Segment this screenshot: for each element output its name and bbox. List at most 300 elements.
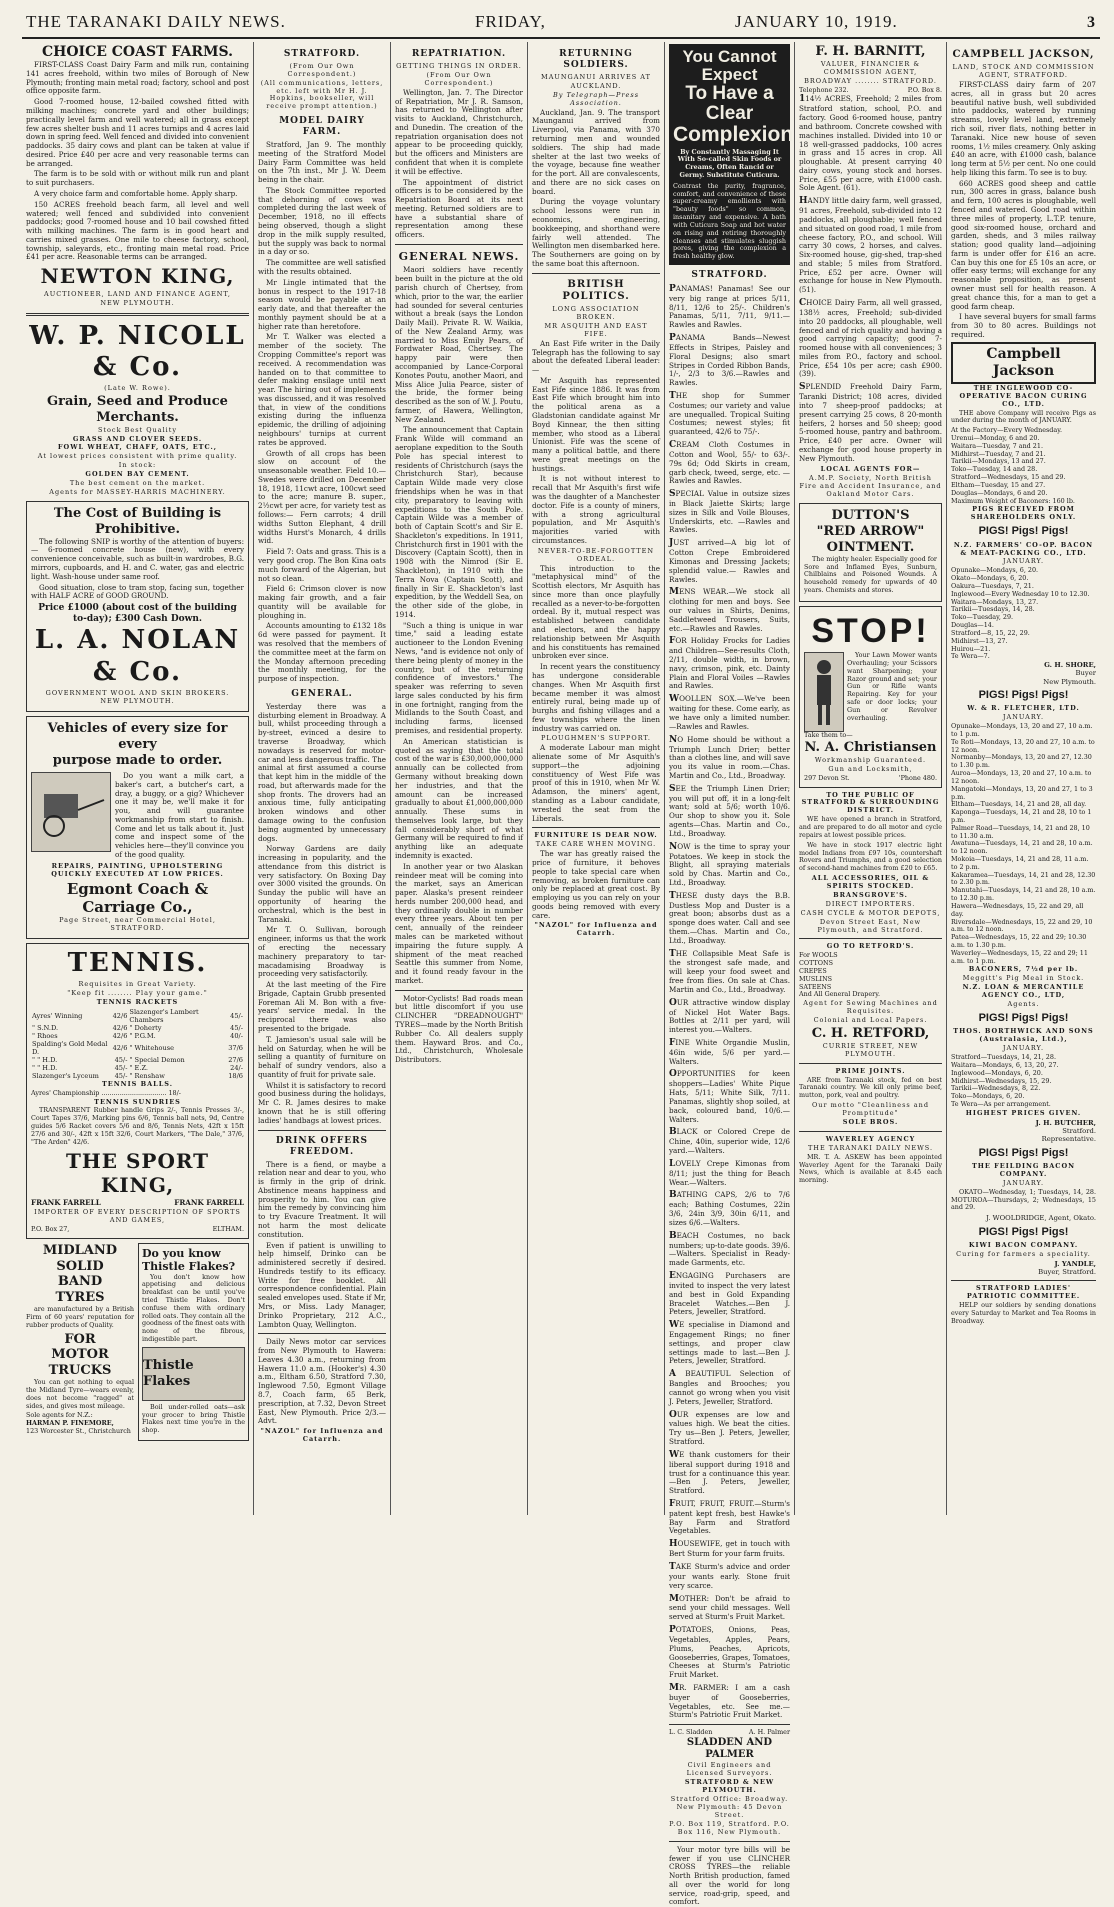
jan-3: JANUARY. — [1002, 1044, 1045, 1053]
egmont-addr: Page Street, near Commercial Hotel, STRATFORD. — [59, 916, 216, 933]
table-cell: " " H.D. — [32, 1055, 58, 1064]
inglewood-list — [951, 427, 1096, 497]
devon-st: 297 Devon St. — [804, 773, 850, 782]
thistle-brand: Thistle Flakes — [143, 1358, 194, 1389]
tennis-title: TENNIS. — [67, 948, 208, 979]
general-news: GENERAL NEWS. — [398, 250, 520, 264]
jan-4: JANUARY. — [1002, 1178, 1045, 1187]
nicoll-best: The best cement on the market. — [69, 479, 206, 488]
general-title: GENERAL. — [291, 688, 353, 699]
n-p2: In recent years the constituency has undergone considerable changes. When Mr Asquith first became member it was almost entirely rural, being made up of burghs and fishing villages and a few townships where the linen industry was carried on. — [532, 662, 660, 733]
classified-item: BLACK or Colored Crepe de Chine, 40in, superior wide, 12/6 yard.—Walters. — [669, 1127, 790, 1156]
schedule-item: Opunake—Mondays, 6, 20. — [951, 566, 1039, 575]
g-p2: Norway Gardens are daily increasing in popularity, and the attendance from this district is very satisfactory. On Boxing Day over 3000 visited the grounds. On Sunday the public will have an opportunity of hearing the orchestral, which is the best in Taranaki. — [258, 844, 386, 924]
s-p6: Growth of all crops has been slow on account of the unseasonable weather. Field 10.—Swedes were drilled on December 18, 1918, 11cwt acre, 100cwt seed to the acre; manure B. super., 2½cwt per acre, for variety test as follows:— Fern carrots; 4 drill widths Sutton Elephant, 4 drill widths Hurst's Monarch, 4 drills wid. — [258, 448, 386, 546]
s-p8: Field 6: Crimson clover is now making fair growth, and a fair quantity will be available for ploughing in. — [258, 584, 386, 620]
nolan-sub: GOVERNMENT WOOL AND SKIN BROKERS. — [45, 688, 230, 697]
drink-title: DRINK OFFERS FREEDOM. — [275, 1135, 369, 1157]
schedule-item: Toko—Tuesday, 29. — [951, 613, 1014, 622]
yandle: J. YANDLE, — [1054, 1259, 1096, 1268]
colonial: Colonial and Local Papers. — [813, 1016, 928, 1025]
table-cell: 45/- — [114, 1071, 128, 1080]
g-p4: At the last meeting of the Fire Brigade, Captain Grubb presented Foreman Ali M. Bon with a five-years' service medal. In the reciprocal there was also presented to the brigade. — [258, 980, 386, 1033]
thistle-box-illustration — [142, 1347, 245, 1401]
choice-p5: 150 ACRES freehold beach farm, all level and well watered; well fenced and subdivided into convenient paddocks; good 7-roomed house and 10 bail cowshed fitted with milking machines. The farm is in good heart and carries mixed grasses. One mile to cheese factory, school, township, saleyards, etc., fronting main metal road. Price £41 per acre. Reasonable terms can be arranged. — [26, 199, 249, 262]
table-cell: " P.G.M. — [129, 1031, 156, 1040]
model-farm: MODEL DAIRY FARM. — [279, 116, 365, 138]
tennis-balls: TENNIS BALLS. — [101, 1079, 174, 1088]
butcher-rep: Representative. — [1041, 1135, 1096, 1144]
table-row — [31, 1040, 244, 1056]
nz-list — [951, 567, 1096, 661]
stop-text: Your Lawn Mower wants Overhauling; your Scissors want Sharpening; your Razor ground and set; your Gun or Rifle wants Repairing. Key for your safe or door locks; your Gun or Revolver overhauling. — [847, 651, 937, 722]
nolan-town: NEW PLYMOUTH. — [100, 697, 175, 706]
barnitt-box: P.O. Box 8. — [907, 85, 942, 94]
butcher: J. H. BUTCHER, — [1035, 1118, 1096, 1127]
workmanship: Workmanship Guaranteed. — [814, 755, 927, 764]
cj-banner: Campbell Jackson — [951, 342, 1096, 384]
g-p1: Yesterday there was a disturbing element in Broadway. A bull, whilst proceeding through a by-street, evinced a desire to traverse Broadway, which nowadays is reserved for motor-car and less dangerous traffic. The animal at first assumed a course that kept him in the middle of the road, but afterwards made for the shop fronts. The drovers had an anxious time, fully anticipating broken windows and other damage owing to the confusion being augmented by unnecessary dogs. — [258, 701, 386, 843]
veh-title2: purpose made to order. — [52, 753, 223, 769]
campbell-title: CAMPBELL JACKSON, — [952, 49, 1095, 60]
retford-item: CREPES — [799, 967, 827, 976]
classified-item: FOR Holiday Frocks for Ladies and Children—See-results Cloth, 2/11, double width, in brown, navy, crimson, pink, etc. Dainty Plain and Floral Voiles —Rawles and Rawles. — [669, 636, 790, 691]
farrell-box: P.O. Box 27, — [31, 1224, 70, 1233]
motor-service: Daily News motor car services from New Plymouth to Hawera: Leaves 4.30 a.m., returning from Hawera 11.0 a.m. (Hooker's) 4.30 a.m., Eltham 6.50, Stratford 7.30, Inglewood 7.50, Egmont Village 8.7, Coach farm, 65 Berk, prescription, at 7.32, Devon Street East, New Plymouth. Price 2/3.—Advt. — [258, 1337, 386, 1426]
retford-item: For WOOLS — [799, 951, 838, 960]
duttons: DUTTON'S — [831, 508, 910, 524]
fletcher-list — [951, 723, 1096, 965]
agents: Agents. — [1007, 1000, 1040, 1009]
nicoll-fowl: FOWL WHEAT, CHAFF, OATS, ETC., — [57, 443, 218, 452]
man-icon — [809, 657, 839, 727]
column-2 — [254, 42, 391, 1515]
solid: SOLID — [56, 1258, 104, 1274]
table-cell: 45/- — [114, 1055, 128, 1064]
sewing: Agent for Sewing Machines and Requisites. — [803, 999, 938, 1016]
farm-listing: HANDY little dairy farm, well grassed, 91 acres, Freehold, sub-divided into 12 paddocks, all ploughable; well fenced and situated on good road, 1 mile from cheese factory, P.O., and school. Will carry 30 cows, 2 horses, and calves. Six-roomed house, gig-shed, trap-shed and stable; 5 miles from Stratford. Price, £52 per acre. Owner will exchange for house in New Plymouth. (51). — [799, 196, 942, 295]
schedule-item: Manutahi—Tuesdays, 14, 21 and 28, 10 a.m. to 12.30 p.m. — [951, 886, 1096, 903]
farrell-imp: IMPORTER OF EVERY DESCRIPTION OF SPORTS AND GAMES, — [34, 1208, 241, 1224]
public-text: WE have opened a branch in Stratford, and are prepared to do all motor and cycle repairs at lowest possible prices. — [799, 815, 942, 839]
ointment: OINTMENT. — [826, 539, 915, 555]
column-6 — [795, 42, 947, 1515]
g-p5: T. Jamieson's usual sale will be held on Saturday, when he will be selling a quantity of furniture on behalf of sundry vendors, also a quantity of fruit for private sale. — [258, 1034, 386, 1079]
table-cell: " E.Z. — [129, 1063, 149, 1072]
farm-listing: CHOICE Dairy Farm, all well grassed, 138½ acres, Freehold; sub-divided into 20 paddocks, all ploughable, well fenced and of rich quality and having a good carrying capacity; good 7-roomed house with all conveniences; 3 miles from P.O., factory and school. Price, £54 10s per acre; cash £900. (39). — [799, 298, 942, 379]
inglewood-title: THE INGLEWOOD CO-OPERATIVE BACON CURING CO., LTD. — [959, 383, 1088, 408]
meggitt: Meggitt's Pig Meal in Stock. — [962, 974, 1085, 983]
barnitt-list — [799, 94, 942, 463]
schedule-item: At the Factory—Every Wednesday. — [951, 426, 1063, 435]
plough-head: PLOUGHMEN'S SUPPORT. — [541, 734, 651, 743]
pigs-1: PIGS! Pigs! Pigs! — [978, 525, 1069, 538]
retford-addr: CURRIE STREET, NEW PLYMOUTH. — [822, 1041, 919, 1058]
nicoll-title: W. P. NICOLL & Co. — [29, 320, 246, 383]
sladden-office: Stratford Office: Broadway. New Plymouth: 45 Devon Street. — [670, 1795, 789, 1819]
classified-item: WE specialise in Diamond and Engagement Rings; no finer settings, and proper claw settings made to last.—Ben J. Peters, Jeweller, Stratford. — [669, 1320, 790, 1366]
tyres: TYRES — [55, 1290, 105, 1306]
table-cell: 45/- — [230, 1023, 243, 1032]
pl-p2: The war has greatly raised the price of furniture, it behoves people to take special care when removing, as broken furniture can only be replaced at great cost. By employing us you can rely on your goods being removed with every care. — [532, 849, 660, 920]
classified-item: MR. FARMER: I am a cash buyer of Gooseberries, Vegetables, etc. See me.—Sturm's Patriotic Fruit Market. — [669, 1682, 790, 1720]
cart-icon — [34, 782, 108, 842]
british-politics: BRITISH POLITICS. — [562, 278, 630, 302]
newspaper-page — [22, 10, 1100, 1907]
accessories: ALL ACCESSORIES, OIL & SPIRITS STOCKED. — [811, 874, 930, 890]
g-p6: Whilst it is satisfactory to record good business during the holidays, Mr C. R. James desires to make known that he is still offering ladies' handbags at lowest prices. — [258, 1080, 386, 1125]
classified-item: MOTHER: Don't be afraid to send your child messages. Well served at Sturm's Fruit Market. — [669, 1593, 790, 1622]
red-arrow: "RED ARROW" — [816, 523, 925, 539]
harman-addr: 123 Worcester St., Christchurch — [26, 1427, 131, 1436]
table-cell: " S.N.D. — [32, 1023, 59, 1032]
stratford-note: (All communications, letters, etc. left with Mr H. J. Hopkins, bookseller, will receive prompt attention.) — [260, 78, 384, 111]
kiwi-sub: Curing for farmers a speciality. — [956, 1249, 1091, 1258]
schedule-item: Stratford—Tuesdays, 14, 21, 28. — [951, 1053, 1056, 1062]
choice-p2: Good 7-roomed house, 12-bailed cowshed fitted with milking machines; concrete yard and other buildings; practically level farm and well watered; all in grass except few acres shelter bush and 11 acres turnips and 4 acres laid down in spring feed. Well fenced and divided into convenient paddocks. 35 dairy cows and plant can be taken at value if desired. Price £40 per acre and very reasonable terms can be arranged. — [26, 97, 249, 168]
table-row — [31, 1008, 244, 1024]
cuticura-l3: Complexion — [673, 122, 794, 146]
sundries-text: TRANSPARENT Rubber handle Grips 2/-, Tennis Presses 3/-, Court Tapes 37/6, Marking pins 6/6, Tennis ball nets, 9d, Centre guides 5/6 Racket covers 5/6 and 8/6, Tennis Nets, 42ft x 15ft 27/6 and 30/-, 42ft x 15ft 32/6, Court Markers, "The Dale," 37/6, "The Arden" 42/6. — [31, 1106, 244, 1146]
shore: G. H. SHORE, — [1044, 661, 1096, 670]
cj-p1: FIRST-CLASS dairy farm of 207 acres, all in grass but 20 acres beautiful native bush, well subdivided into paddocks, watered by running streams, lovely level land, extremely rich soil, river flats, nothing better in Taranaki. Nice new house of seven rooms, 1½ miles creamery. Only asking £40 an acre, with £1000 cash, balance long term at 5½ per cent. No one could help liking this farm. To see is to buy. — [951, 80, 1096, 177]
n-p1: This introduction to the "metaphysical mind" of the Scottish electors, Mr Asquith has since more than once playfully recalled as a never-to-be-forgotten ordeal. By it, mutual respect was established between candidate and electors, and the happy relationship between Mr Asquith and his constituents has remained unbroken ever since. — [532, 563, 660, 661]
table-cell: " " H.D. — [32, 1063, 58, 1072]
classified-item: NO Home should be without a Triumph Lunch Drier; better than a clothes line, and will save you its value in room.—Chas. Martin and Co., Ltd., Broadway. — [669, 734, 790, 780]
midland-text: are manufactured by a British Firm of 60 years' reputation for rubber products of Quality. — [26, 1305, 134, 1329]
table-cell: Slazenger's Lambert Chambers — [129, 1007, 199, 1024]
table-cell: 27/6 — [228, 1055, 243, 1064]
jan-2: JANUARY. — [1002, 713, 1045, 722]
cuticura-l2: To Have a Clear — [685, 82, 774, 124]
cuticura-ad — [669, 44, 794, 265]
farrell-right: FRANK FARRELL — [174, 1198, 244, 1208]
kiwi: KIWI BACON COMPANY. — [968, 1240, 1079, 1249]
cash-cycle: CASH CYCLE & MOTOR DEPOTS, — [800, 908, 941, 917]
schedule-item: Te Wera—As per arrangement. — [951, 1100, 1051, 1109]
fletcher: W. & R. FLETCHER, LTD. — [967, 704, 1080, 713]
g-p3: Mr T. O. Sullivan, borough engineer, informs us that the work of erecting the necessary machinery preparatory to tar-macadamising Broadway is proceeding very satisfactorily. — [258, 925, 386, 979]
schedule-item: Awatuna—Tuesdays, 14, 21 and 28, 10 a.m. to 12 noon. — [951, 839, 1093, 856]
schedule-item: Kakaramea—Tuesdays, 14, 21 and 28, 12.30 to 2.30 p.m. — [951, 870, 1096, 887]
schedule-item: Opunake—Mondays, 13, 20 and 27, 10 a.m. to 1 p.m. — [951, 722, 1093, 739]
cart-illustration — [31, 772, 111, 852]
table-row — [31, 1072, 244, 1080]
schedule-item: Stratford—8, 15, 22, 29. — [951, 628, 1030, 637]
cost-p2: Good situation, close to tram stop, facing sun, together with HALF ACRE of GOOD GROUND. — [31, 582, 244, 601]
sladden-sub: Civil Engineers and Licensed Surveyors. — [686, 1761, 773, 1778]
ret-sub1: MAUNGANUI ARRIVES AT — [541, 72, 651, 81]
ayres-champ: Ayres' Championship ................................ 18/- — [31, 1088, 181, 1097]
nicoll-late: (Late W. Rowe). — [104, 383, 171, 392]
retford-item: MUSLINS — [799, 974, 833, 983]
nolan-title: L. A. NOLAN & Co. — [34, 625, 241, 687]
wooldridge: J. WOOLDRIDGE, Agent, Okato. — [986, 1214, 1096, 1223]
schedule-item: Oakura—Tuesdays, 7, 21. — [951, 582, 1034, 590]
schedule-item: Riversdale—Wednesdays, 15, 22 and 29, 10 a.m. to 12 noon. — [951, 917, 1093, 934]
patriotic-text: HELP our soldiers by sending donations every Saturday to Market and Tea Rooms in Broadway. — [951, 1301, 1096, 1325]
man-illustration — [804, 652, 844, 732]
cost-title: The Cost of Building is Prohibitive. — [53, 505, 222, 537]
nz-farmers: N.Z. FARMERS' CO-OP. BACON & MEAT-PACKING CO., LTD. — [953, 540, 1094, 557]
schedule-item: Inglewood—Every Wednesday 10 to 12.30. — [951, 589, 1090, 598]
schedule-item: Toko—Mondays, 6, 20. — [951, 1092, 1025, 1101]
schedule-item: Palmer Road—Tuesdays, 14, 21 and 28, 10 to 11.30 a.m. — [951, 823, 1090, 840]
cuticura-l1: You Cannot Expect — [682, 47, 777, 84]
cost-p1: The following SNIP is worthy of the attention of buyers:— 6-roomed concrete house (new), with every convenience conceivable, such as built-in wardrobes, B.G. mirrors, cupboards, and H. and C. water, gas and electric light. Wash-house under same roof. — [31, 536, 244, 581]
barnitt-sub: VALUER, FINANCIER & COMMISSION AGENT, — [820, 59, 921, 76]
sole-agents: Sole agents for N.Z.: — [26, 1411, 93, 1420]
nicoll-stock: Stock Best Quality — [97, 425, 178, 434]
tdn: THE TARANAKI DAILY NEWS. — [807, 1143, 934, 1152]
schedule-item: Waverley—Wednesdays, 15, 22 and 29; 11 a.m. to 1 p.m. — [951, 948, 1088, 965]
stop-ad — [799, 606, 942, 788]
table-cell: " Special Demon — [129, 1055, 185, 1064]
bransgrove: BRANSGROVE'S. — [833, 890, 908, 899]
schedule-item: Normanby—Mondays, 13, 20 and 27, 12.30 to 1.30 p.m. — [951, 753, 1092, 770]
dutton-ad — [799, 503, 942, 602]
schedule-item: Douglas—Mondays, 6 and 20. — [951, 488, 1048, 497]
classified-item: PANAMAS! Panamas! See our very big range at prices 5/11, 8/11, 12/6 to 25/-. Children's Panamas, 5/11, 7/11, 9/11.—Rawles and Rawles. — [669, 283, 790, 330]
public-text2: We have in stock 1917 electric light model Indians from £97 10s, countershaft Rovers and Triumphs, and a good selection of second-hand machines from £20 to £65. — [799, 840, 942, 873]
prime-text: ARE from Taranaki stock, fed on best Taranaki country. We kill only prime beef, mutton, pork, veal and poultry. — [799, 1075, 942, 1100]
tennis-sundries: TENNIS SUNDRIES — [94, 1097, 181, 1106]
classified-item: WOOLLEN SOX.—We've been waiting for these. Come early, as we have only a limited number.—Rawles and Rawles. — [669, 694, 790, 731]
midland-foot: You can get nothing to equal the Midland Tyre—wears evenly, does not become "ragged" at sides, and gives most mileage. — [26, 1378, 134, 1410]
local-agents: LOCAL AGENTS FOR— — [820, 465, 921, 474]
table-row — [31, 1056, 244, 1064]
classified-item: WE thank customers for their liberal support during 1918 and trust for a continuance this year.—Ben J. Peters, Jeweller, Stratford. — [669, 1449, 790, 1496]
r-p2: The appointment of district officers is to be considered by the Repatriation Board at its next meeting. Returned soldiers are to have a substantial share of representation among these officers. — [395, 177, 523, 240]
cj-p3: I have several buyers for small farms from 30 to 80 acres. Buildings not required. — [951, 312, 1096, 339]
table-cell: " Doherty — [129, 1023, 162, 1032]
table-cell: 24/- — [230, 1063, 243, 1072]
barnitt-tel: Telephone 232. — [799, 85, 849, 94]
egmont-title: Egmont Coach & Carriage Co., — [66, 879, 209, 916]
nazol-c4: "NAZOL" for Influenza and Catarrh. — [534, 921, 658, 938]
classified-item: HOUSEWIFE, get in touch with Bert Sturm for your farm fruits. — [669, 1539, 790, 1559]
column-3 — [391, 42, 528, 1515]
tennis-ad — [26, 943, 249, 1239]
sladden-left: L. C. Sladden — [669, 1728, 713, 1737]
retford-list — [799, 952, 942, 999]
feilding: THE FEILDING BACON COMPANY. — [971, 1162, 1076, 1178]
table-cell: 37/6 — [228, 1043, 243, 1052]
table-cell: 40/- — [230, 1031, 243, 1040]
classified-item: ENGAGING Purchasers are invited to inspect the very latest and best in Gold Expanding Bracelet Watches.—Ben J. Peters, Jeweller, Stratford. — [669, 1271, 790, 1317]
table-cell: 42/6 — [112, 1031, 128, 1040]
gun-lock: Gun and Locksmith, — [828, 764, 913, 773]
choice-title: CHOICE COAST FARMS. — [41, 44, 233, 60]
a-p3: It is not without interest to recall that Mr Asquith's first wife was the daughter of a Manchester doctor. Fife is a county of miners, with a strong agricultural population, and Mr Asquith's majorities varied with circumstances. — [532, 474, 660, 545]
masthead-title: THE TARANAKI DAILY NEWS. — [26, 12, 286, 31]
motor-cyclists: Motor-Cyclists! Bad roads mean but little discomfort if you use CLINCHER "DREADNOUGHT" TYRES—made by the North British Rubber Co. All dealers supply them. Hayward Bros. and Co., Ltd., Christchurch, Wholesale Distributors. — [395, 993, 523, 1065]
schedule-item: Inglewood—Mondays, 6, 20. — [951, 1068, 1043, 1077]
local-text: A.M.P. Society, North British Fire and Accident Insurance, and Oakland Motor Cars. — [799, 474, 942, 499]
sport-king: THE SPORT KING, — [65, 1148, 210, 1197]
schedule-item: Douglas—14. — [951, 621, 994, 630]
table-cell: " Renshaw — [129, 1071, 165, 1080]
table-cell: 18/6 — [228, 1071, 243, 1080]
prime-joints: PRIME JOINTS. — [835, 1066, 906, 1075]
stop-title: STOP! — [811, 611, 930, 650]
tennis-req: Requisites in Great Variety. — [78, 979, 197, 988]
sladden-towns: STRATFORD & NEW PLYMOUTH. — [684, 1778, 775, 1795]
cost-ad — [26, 501, 249, 712]
ret-p1: Auckland, Jan. 9. The transport Maunganui arrived from Liverpool, via Panama, with 370 returning men and wounded soldiers. The ship had made shelter at the last two weeks of the voyage, because fine weather for the port. All are convalescents, and there are no sick cases on board. — [532, 107, 660, 196]
take-care: TAKE CARE WHEN MOVING. — [535, 840, 657, 849]
classified-item: LOVELY Crepe Kimonas from 8/11; just the thing for Beach Wear.—Walters. — [669, 1158, 790, 1187]
nicoll-prices: At lowest prices consistent with prime quality. — [37, 452, 238, 461]
stratford-own: (From Our Own Correspondent.) — [287, 61, 357, 78]
sladden-title: SLADDEN AND PALMER — [686, 1737, 773, 1761]
classified-item: THE shop for Summer Costumes; our variety and value are unequalled. Tropical Suiting Costumes; newest styles; fit guaranteed, 42/6 to 75/-. — [669, 390, 790, 437]
classified-item: THE Collapsible Meat Safe is the strongest safe made, and will keep your food sweet and free from flies. On sale at Chas. Martin and Co., Ltd., Broadway. — [669, 948, 790, 994]
masthead-day: FRIDAY, — [475, 12, 546, 31]
schedule-item: Waitara—Tuesday, 7 and 21. — [951, 441, 1043, 450]
table-row — [31, 1032, 244, 1040]
christiansen: N. A. Christiansen — [804, 740, 937, 756]
sladden-right: A. H. Palmer — [748, 1728, 790, 1737]
table-cell: " Whitehouse — [129, 1043, 174, 1052]
table-row — [31, 1064, 244, 1072]
page-number: 3 — [1087, 14, 1096, 31]
farm-listing: 114½ ACRES, Freehold; 2 miles from Stratford station, school, P.O. and factory. Good 6-roomed house, pantry and bathroom. Concrete cowshed with machines installed. Divided into 10 or 18 well-grassed paddocks, 100 acres in grass and 15 acres in crop. All ploughable. At present carrying 40 dairy cows, young stock and horses. Price, £55 per acre, with £1000 cash. Sole Agent. (61). — [799, 94, 942, 193]
schedule-item: Midhirst—13, 27. — [951, 636, 1008, 645]
devon-east: Devon Street East, New Plymouth, and Stratford. — [817, 917, 924, 934]
waverley: WAVERLEY AGENCY — [825, 1134, 916, 1143]
table-cell: 42/6 — [112, 1023, 128, 1032]
schedule-item: Tarikii—Mondays, 13 and 27. — [951, 457, 1046, 466]
furniture-head: FURNITURE IS DEAR NOW. — [534, 831, 658, 840]
s-p2: The Stock Committee reported that dehorning of cows was completed during the last week of December, 1918, no ill effects being observed, though a slight drop in the milk supply resulted, but the supply was back to normal in a day or so. — [258, 185, 386, 257]
shore-buyer: Buyer — [1075, 669, 1096, 678]
schedule-item: Hawera—Wednesdays, 15, 22 and 29, all day. — [951, 901, 1084, 918]
stratford-title: STRATFORD. — [283, 49, 361, 59]
schedule-item: Waitara—Mondays, 6, 13, 20, 27. — [951, 1061, 1059, 1069]
pl-p1: A moderate Labour man might alienate some of Mr Asquith's support—the adjoining constituency of West Fife was proof of this in 1910, when Mr W. Adamson, the miners' agent, standing as a Labour candidate, wrested the seat from the Liberals. — [532, 743, 660, 823]
classified-item: PANAMA Bands—Newest Effects in Stripes, Paisley and Floral Designs; also smart Stripes in Corded Ribbon Bands, 1/-, 2/3 to 3/6.—Rawles and Rawles. — [669, 333, 790, 388]
column-5 — [665, 42, 795, 1907]
motor-label: MOTOR — [51, 1347, 109, 1363]
schedule-item: Te Roti—Mondays, 13, 20 and 27, 10 a.m. to 12 noon. — [951, 737, 1095, 754]
schedule-item: Mangatoki—Mondays, 13, 20 and 27, 1 to 3 p.m. — [951, 784, 1093, 801]
gn-p2: The announcement that Captain Frank Wilde will command an aeroplane expedition to the South Pole has special interest to residents of Christchurch (says the Christchurch Star), because Captain Wilde made very close friendships when he was in that city, preparatory to leaving with expeditions to the South Pole. Captain Wilde was a member of both of Captain Scott's and Sir E. Shackleton's expeditions. In 1911, Christchurch first in 1901 with the Discovery (Captain Scott), then in 1908 with the Nimrod (Sir E. Shackleton), in 1910 with the Terra Nova (Captain Scott), and finally in Sir E. Shackleton's last expedition, by the Weddell Sea, on the other side of the globe, in 1914. — [395, 425, 523, 619]
s-p1: Stratford, Jan 9. The monthly meeting of the Stratford Model Dairy Farm Committee was held on the 7th inst., Mr J. W. Deem being in the chair. — [258, 140, 386, 185]
schedule-item: Mokoia—Tuesdays, 14, 21 and 28, 11 a.m. to 2 p.m. — [951, 855, 1089, 871]
midland-ad — [26, 1243, 134, 1441]
table-cell: 42/6 — [112, 1043, 128, 1052]
returning-title: RETURNING SOLDIERS. — [559, 49, 633, 70]
thistle-q: Do you know Thistle Flakes? — [142, 1246, 236, 1274]
a-p2: Mr Asquith has represented East Fife since 1886. It was from East Fife which brought him into the political arena as a Gladstonian candidate against Mr Boyd Kinnear, the then sitting member, who stood as a Liberal Unionist. Fife was the scene of many a political battle, and there were great meetings on the hustings. — [532, 375, 660, 473]
gn-p3: "Such a thing is unique in war time," said a leading estate auctioneer to the London Evening News, "and is evidence not only of there being plenty of money in the country, but of the returning confidence of investors." The speaker was referring to seven large sales conducted by his firm in one fortnight, ranging from the Midlands to the South Coast, and including farms, licensed premises, and residential property. — [395, 620, 523, 736]
thistle-text: You don't know how appetising and delicious breakfast can be until you've tried Thistle Flakes. Don't confuse them with ordinary rolled oats. They contain all the goodness of the finest oats with none of the fibrous, indigestible part. — [142, 1272, 245, 1344]
classified-item: THESE dusty days the B.B. Dustless Mop and Duster is a great boon; absorbs dust as a sponge does water. Call and see them.—Chas. Martin and Co., Ltd., Broadway. — [669, 890, 790, 945]
schedule-item: Huirou—21. — [951, 644, 991, 653]
table-cell: 42/6 — [112, 1011, 128, 1020]
thistle-foot: Boil under-rolled oats—ask your grocer to bring Thistle Flakes next time you're in the shop. — [142, 1402, 245, 1435]
trucks-label: TRUCKS — [48, 1363, 112, 1379]
direct: DIRECT IMPORTERS. — [825, 899, 916, 908]
classified-item: OUR attractive window display of Nickel Hot Water Bags. Bottles at 2/11 per yard, will interest you.—Walters. — [669, 997, 790, 1035]
classified-item: SEE the Triumph Linen Drier; you will put off, it in a long-felt want; sold at 5/6; worth 10/6. Our shop to show you it. Sole agents—Chas. Martin and Co., Ltd., Broadway. — [669, 783, 790, 838]
repat-title: REPATRIATION. — [411, 49, 507, 59]
farrell-left: FRANK FARRELL — [31, 1198, 101, 1208]
pigs-3: PIGS! Pigs! Pigs! — [978, 1012, 1069, 1025]
schedule-item: Midhirst—Tuesday, 7 and 21. — [951, 449, 1046, 458]
column-1 — [22, 42, 254, 1515]
schedule-item: Auroa—Mondays, 13, 20 and 27, 10 a.m. to 12 noon. — [951, 769, 1092, 785]
tennis-keep: "Keep fit ........ Play your game." — [67, 988, 208, 997]
nicoll-cement: GOLDEN BAY CEMENT. — [85, 470, 190, 479]
schedule-item: Waitara—Mondays, 13, 27. — [951, 597, 1039, 606]
kiwi-buyer: Buyer, Stratford. — [1038, 1268, 1096, 1277]
classified-item: MENS WEAR.—We stock all clothing for men and boys. See our values in Shirts, Denims, Saddletweed Trousers, Suits, etc.—Rawles and Rawles. — [669, 587, 790, 633]
long-assoc: LONG ASSOCIATION BROKEN. — [552, 305, 640, 321]
s-p5: Mr T. Walker was elected a member of the society. The Cropping Committee's report was received. A recommendation was handed on to that committee to defer making ensilage until next year. The hiring out of implements was discussed, and it was resolved that, in view of the conditions existing during the influenza epidemic, the drilling of adjoining neighbours' turnips at current rates be approved. — [258, 332, 386, 447]
schedule-item: Kaponga—Tuesdays, 14, 21 and 28, 10 to 1 p.m. — [951, 808, 1092, 824]
pigs-2: PIGS! Pigs! Pigs! — [978, 688, 1069, 701]
pigs-5: PIGS! Pigs! Pigs! — [978, 1225, 1069, 1238]
ret-tele: By Telegraph—Press Association. — [552, 90, 640, 107]
schedule-item: Patea—Wednesdays, 15, 22 and 29; 10.30 a.m. to 1.30 p.m. — [951, 933, 1087, 949]
phone: 'Phone 480. — [898, 773, 937, 782]
classified-item: A BEAUTIFUL Selection of Bangles and Brooches; you cannot go wrong when you visit J. Peters, Jeweller, Stratford. — [669, 1369, 790, 1406]
table-cell: Slazenger's Lyceum — [32, 1071, 99, 1080]
for-label: FOR — [64, 1331, 96, 1347]
classified-item: NOW is the time to spray your Potatoes. We keep in stock the Blight, all spraying materials sold by Chas. Martin and Co., Ltd., Broadway. — [669, 841, 790, 887]
classified-item: TAKE Sturm's advice and order your wants early. Stone fruit very scarce. — [669, 1561, 790, 1590]
sole-bros: SOLE BROS. — [842, 1117, 899, 1126]
barnitt-addr: BROADWAY ........ STRATFORD. — [804, 76, 937, 85]
choice-p4: A very choice farm and comfortable home. Apply sharp. — [34, 189, 238, 199]
choice-p1: FIRST-CLASS Coast Dairy Farm and milk run, containing 141 acres freehold, within two miles of Borough of New Plymouth; fronting main metal road; factory, school and post office opposite farm. — [26, 60, 249, 96]
classified-item: POTATOES, Onions, Peas, Vegetables, Apples, Pears, Plums, Peaches, Apricots, Gooseberries, Grapes, Tomatoes, Cheeses at Sturm's Patriotic Fruit Market. — [669, 1625, 790, 1680]
classified-item: OPPORTUNITIES for keen shoppers—Ladies' White Pique Hats, 5/11; White Silk, 7/11. Panamas, slightly shop soiled, at back, coloured band, 10/6.—Walters. — [669, 1069, 790, 1124]
schedule-item: Stratford—Wednesdays, 15 and 29. — [951, 473, 1066, 482]
column-4 — [528, 42, 665, 1515]
patriotic: STRATFORD LADIES' PATRIOTIC COMMITTEE. — [966, 1284, 1081, 1301]
gn-p1: Maori soldiers have recently been built in the picture at the old parish church of Chertsey, from which, prior to the war, the earlier had sounded for several centuries without a break (says the London Daily Mail). Private R. W. Waikia, of the New Zealand Army, was married to Miss Emily Pears, of Fordwater Road, Chertsey. The happy pair were then accompanied by Lance-Corporal Konotes Poutu, another Maori, and Miss Alice Julia Pearce, sister of the bride, the former being described as the son of W. J. Poutu, farmer, of Hawera, Wellington, New Zealand. — [395, 265, 523, 424]
thistle-ad — [138, 1243, 249, 1441]
gn-p5: In another year or two Alaskan reindeer meat will be coming into the market, says an American paper. Alaska's present reindeer herds number 200,000 head, and they ordinarily double in number every three years. About ten per cent, annually of the reindeer males can be marketed without impairing the future supply. A shipment of the meat reached Seattle this summer from Nome, and it found ready favour in the market. — [395, 861, 523, 985]
tennis-rackets: TENNIS RACKETS — [96, 997, 179, 1006]
s-p4: Mr Lingle intimated that the bonus in respect to the 1917-18 season would be payable at an early date, and that thereafter the monthly payment should be at a higher rate than heretofore. — [258, 277, 386, 331]
midland: MIDLAND — [42, 1242, 118, 1258]
schedule-item: Okato—Mondays, 6, 20. — [951, 574, 1029, 583]
ret-sub2: AUCKLAND. — [570, 81, 622, 90]
table-cell: 45/- — [114, 1063, 128, 1072]
drink-text: There is a fiend, or maybe a relation near and dear to you, who is firmly in the grip of drink. Abstinence means happiness and prosperity to him. You can give him the remedy by convincing him to try Evacure Treatment. It will not harm the most delicate constitution. — [258, 1159, 386, 1239]
public-head: TO THE PUBLIC OF STRATFORD & SURROUNDING DISTRICT. — [801, 790, 940, 815]
cuticura-sub: By Constantly Massaging It With So-called Skin Foods or Creams, Often Rancid or Germy. Substitute Cuticura. — [677, 147, 782, 180]
motto: Our motto "Cleanliness and Promptitude" — [811, 1101, 930, 1118]
retford-item: SATEENS — [799, 982, 832, 991]
cuticura-text: Contrast the purity, fragrance, comfort, and convenience of these super-creamy emollients with "beauty foods" so common, insanitary and expensive. A bath with Cuticura Soap and hot water on rising and retiring thoroughly cleanses and stimulates sluggish pores, giving the complexion a fresh healthy glow. — [673, 181, 786, 261]
stratford-classified: STRATFORD. — [691, 269, 768, 280]
farm-listing: SPLENDID Freehold Dairy Farm, Taranki District; 108 acres, divided into 7 sheep-proof paddocks; at present carrying 25 cows, 8 20-month heifers, 2 horses and 50 sheep; good 5-roomed house, pantry and bathroom. Price, £40 per acre. Owner will exchange for good house property in New Plymouth. — [799, 382, 942, 463]
classified-item: BEACH Costumes, no back numbers; up-to-date goods. 39/6.—Walters. Specialist in Ready-made Garments, etc. — [669, 1230, 790, 1268]
ndo-head: NEVER-TO-BE-FORGOTTEN ORDEAL. — [537, 546, 655, 563]
schedule-item: Eltham—Tuesdays, 14, 21 and 28, all day. — [951, 800, 1087, 809]
s-p3: The committee are well satisfied with the results obtained. — [258, 258, 386, 276]
dutton-text: The mighty healer. Especially good for Sore and Inflamed Eyes, Sunburn, Chilblains and Poisoned Wounds. A household remedy for upwards of 40 years. Chemists and stores. — [804, 554, 937, 594]
gn-p4: An American statistician is quoted as saying that the total cost of the war is £30,000,000,000 annually can be collected from Germany without breaking down her industries, and that the amount can be increased gradually to about £1,000,000,000 annually. These sums in themselves look large, but they fall considerably short of what Germany will be required to find if anything like an adequate indemnity is exacted. — [395, 736, 523, 860]
askew-text: MR. T. A. ASKEW has been appointed Waverley Agent for the Taranaki Daily News, which is available at 8.45 each morning. — [799, 1152, 942, 1185]
highest: HIGHEST PRICES GIVEN. — [965, 1108, 1082, 1117]
schedule-item: Midhirst—Wednesdays, 15, 29. — [951, 1076, 1052, 1085]
